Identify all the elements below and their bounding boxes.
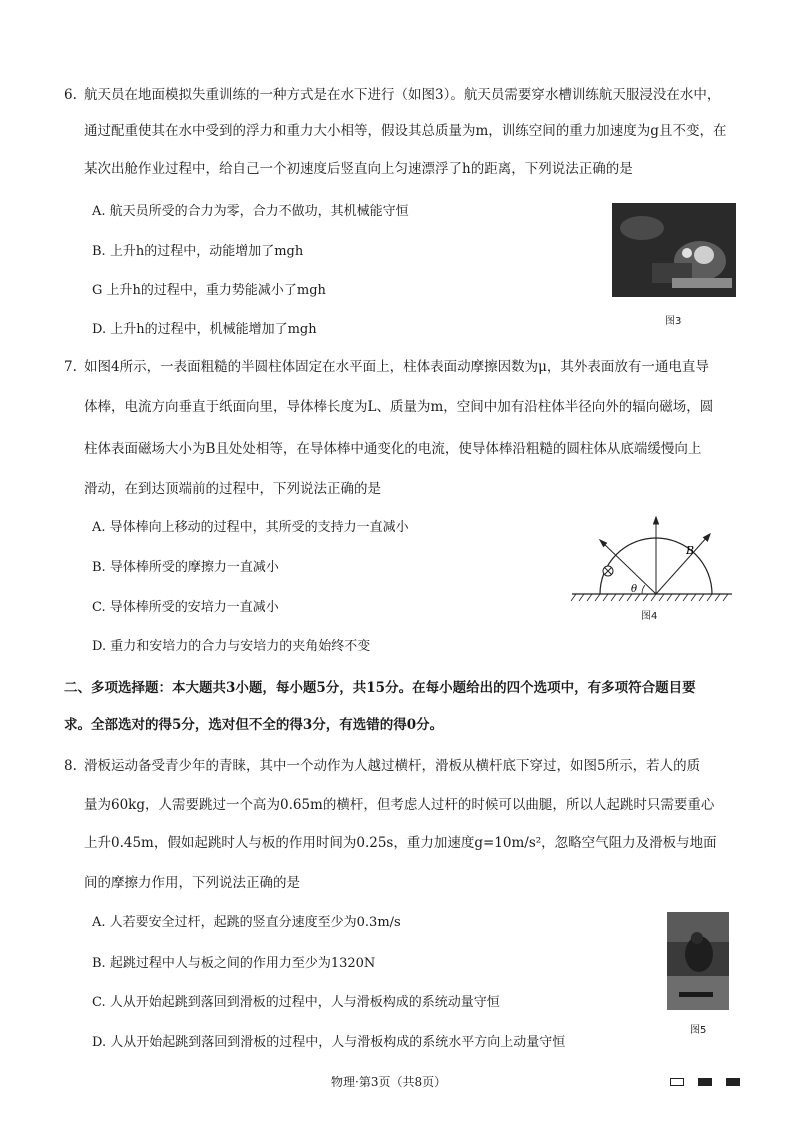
q7-option-b: B. 导体棒所受的摩擦力一直减小 [92, 560, 279, 575]
q7-stem-line-4: 滑动，在到达顶端前的过程中，下列说法正确的是 [84, 481, 381, 497]
q7-stem-line-1: 如图4所示，一表面粗糙的半圆柱体固定在水平面上，柱体表面动摩擦因数为μ，其外表面放有一通电直导 [84, 359, 709, 375]
figure-3-image [612, 203, 736, 297]
label-theta: θ [631, 584, 638, 595]
ground-hatch [571, 594, 728, 601]
q8-option-b: B. 起跳过程中人与板之间的作用力至少为1320N [92, 956, 376, 971]
q6-stem-line-3: 某次出舱作业过程中，给自己一个初速度后竖直向上匀速漂浮了h的距离，下列说法正确的是 [84, 161, 633, 177]
figure-3-caption: 图3 [665, 316, 682, 327]
q8-stem-line-1: 滑板运动备受青少年的青睐，其中一个动作为人越过横杆，滑板从横杆底下穿过，如图5所示，若人的质 [84, 758, 701, 774]
q8-option-c: C. 人从开始起跳到落回到滑板的过程中，人与滑板构成的系统动量守恒 [92, 995, 500, 1010]
figure-5-image [667, 912, 729, 1010]
q7-stem-line-2: 体棒，电流方向垂直于纸面向里，导体棒长度为L、质量为m，空间中加有沿柱体半径向外的辐向磁场，圆 [84, 399, 714, 415]
footer-square-mark-filled-1 [698, 1078, 712, 1086]
q7-number: 7. [64, 359, 77, 375]
label-b: B [686, 544, 695, 557]
figure-4-diagram [568, 514, 736, 606]
q7-option-c: C. 导体棒所受的安培力一直减小 [92, 600, 279, 615]
figure-4-caption: 图4 [641, 611, 658, 622]
page-footer: 物理·第3页（共8页） [331, 1075, 447, 1089]
section2-heading-line-1: 二、多项选择题：本大题共3小题，每小题5分，共15分。在每小题给出的四个选项中，有多项符合题目要 [64, 680, 696, 696]
q6-option-c: G 上升h的过程中，重力势能减小了mgh [92, 283, 326, 298]
q8-option-a: A. 人若要安全过杆，起跳的竖直分速度至少为0.3m/s [92, 915, 401, 930]
q7-stem-line-3: 柱体表面磁场大小为B且处处相等，在导体棒中通变化的电流，使导体棒沿粗糙的圆柱体从底端缓慢向上 [84, 441, 702, 457]
q7-option-d: D. 重力和安培力的合力与安培力的夹角始终不变 [92, 639, 371, 654]
footer-square-mark-empty [670, 1078, 684, 1086]
theta-arc [642, 585, 645, 594]
q8-stem-line-3: 上升0.45m，假如起跳时人与板的作用时间为0.25s，重力加速度g=10m/s²，忽略空气阻力及滑板与地面 [84, 835, 717, 851]
conductor-rod [603, 566, 613, 576]
q7-option-a: A. 导体棒向上移动的过程中，其所受的支持力一直减小 [92, 520, 409, 535]
q8-stem-line-2: 量为60kg，人需要跳过一个高为0.65m的横杆，但考虑人过杆的时候可以曲腿，所以人起跳时只需要重心 [84, 797, 715, 813]
q6-stem-line-1: 航天员在地面模拟失重训练的一种方式是在水下进行（如图3）。航天员需要穿水槽训练航天服浸没在水中， [84, 87, 721, 103]
q6-option-a: A. 航天员所受的合力为零，合力不做功，其机械能守恒 [92, 204, 409, 219]
q8-option-d: D. 人从开始起跳到落回到滑板的过程中，人与滑板构成的系统水平方向上动量守恒 [92, 1035, 566, 1050]
q8-number: 8. [64, 758, 77, 774]
figure-5-caption: 图5 [690, 1025, 707, 1036]
q8-stem-line-4: 间的摩擦力作用，下列说法正确的是 [84, 875, 300, 891]
q6-option-d: D. 上升h的过程中，机械能增加了mgh [92, 322, 317, 337]
figure-3-photo [612, 203, 736, 297]
figure-5-photo [667, 912, 729, 1010]
q6-number: 6. [64, 87, 77, 103]
q6-option-b: B. 上升h的过程中，动能增加了mgh [92, 244, 304, 259]
section2-heading-line-2: 求。全部选对的得5分，选对但不全的得3分，有选错的得0分。 [64, 717, 444, 733]
q6-stem-line-2: 通过配重使其在水中受到的浮力和重力大小相等，假设其总质量为m，训练空间的重力加速度为g且不变，在 [84, 123, 727, 139]
footer-square-mark-filled-2 [726, 1078, 740, 1086]
